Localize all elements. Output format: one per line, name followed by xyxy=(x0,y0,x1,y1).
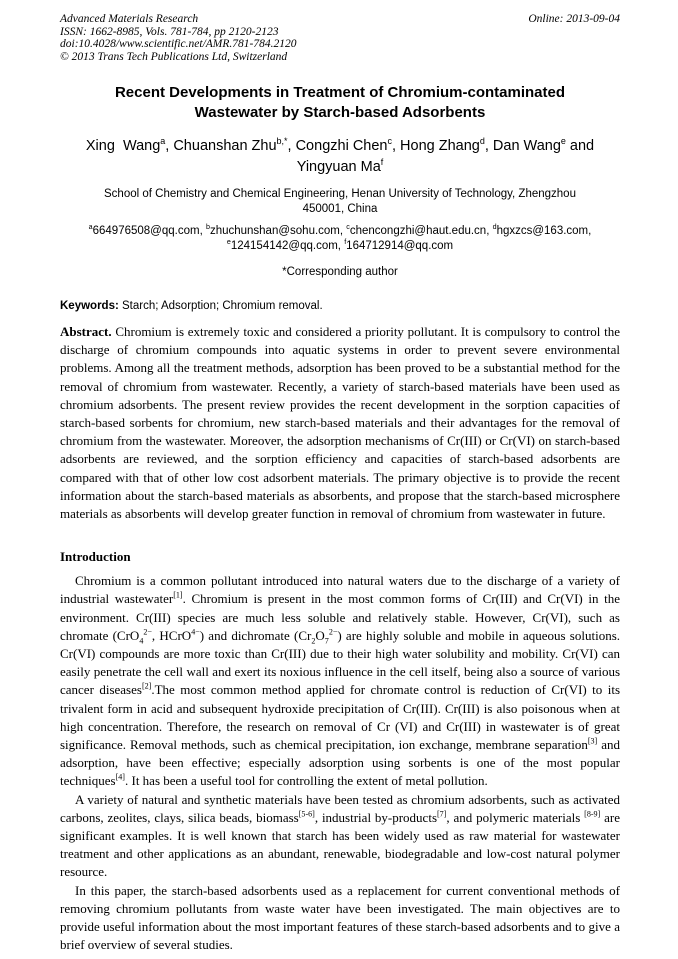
journal-copyright: © 2013 Trans Tech Publications Ltd, Switzerland xyxy=(60,50,288,63)
keywords-line xyxy=(60,299,620,314)
affiliation: School of Chemistry and Chemical Engineering, Henan University of Technology, Zhengzhou 450001, China xyxy=(104,188,576,215)
corresponding-author-note: *Corresponding author xyxy=(282,266,398,278)
journal-doi: doi:10.4028/www.scientific.net/AMR.781-784.2120 xyxy=(60,38,297,50)
abstract-text: Chromium is extremely toxic and considered a priority pollutant. It is compulsory to control the discharge of chromium compounds into aquatic systems in order to prevent severe environmental problems. Among all the treatment methods, adsorption has been proved to be a substantial method for the removal of chromium from wastewater. Recently, a variety of starch-based materials have been used as chromium adsorbents. The present review provides the recent development in the sorption capacities of starch-based sorbents for chromium, new starch-based materials and their advantages for the removal of chromium from the wastewater. Moreover, the adsorption mechanisms of Cr(III) or Cr(VI) on starch-based adsorbents are reviewed, and the sorption efficiency and capacities of starch-based adsorbents are compared with that of other low cost adsorbent materials. The primary objective is to provide the recent information about the starch-based materials as absorbents, and propose that the starch-based microsphere materials as absorbents will develop greater function in removal of chromium from wastewater in future. xyxy=(60,324,620,522)
keywords-text: Starch; Adsorption; Chromium removal. xyxy=(118,300,323,312)
section-heading-introduction: Introduction xyxy=(60,549,131,565)
journal-name: Advanced Materials Research xyxy=(60,13,199,25)
intro-paragraph-2: A variety of natural and synthetic materials have been tested as chromium adsorbents, such as activated carbons, zeolites, clays, silica beads, biomass[5-6], industrial by-products[7], and polymeric materials [8-9] are significant examples. It is well known that starch has been widely used as raw material for wastewater treatment and other applications as an abundant, renewable, biodegradable and low-cost natural polymer resource. xyxy=(60,791,620,880)
author-emails: $^a$664976508@qq.com, $^b$zhuchunshan@sohu.com, $^c$chencongzhi@haut.edu.cn, $^d$hgxzcs@163.com, $^e$124154142@qq.com, $^f$164712914@qq.com xyxy=(88,223,592,252)
keywords-label: Keywords: xyxy=(60,300,119,312)
abstract xyxy=(60,323,620,523)
journal-header xyxy=(60,13,620,63)
paper-title: Recent Developments in Treatment of Chromium-contaminated Wastewater by Starch-based Adsorbents xyxy=(114,84,566,121)
intro-paragraph-1: Chromium is a common pollutant introduced into natural waters due to the discharge of a variety of industrial wastewater[1]. Chromium is present in the most common forms of Cr(III) and Cr(VI) in the environment. Cr(III) species are much less soluble and relatively stable. However, Cr(VI), such as chromate (CrO$_4^{2-}$, HCrO$^{4-}$) and dichromate $(Cr_2O_7^{2-})$ are highly soluble and mobile in aqueous solutions. Cr(VI) compounds are more toxic than Cr(III) due to their high water solubility and mobility. Cr(VI) can easily penetrate the cell wall and exert its noxious influence in the cell itself, being also a source of various cancer diseases[2].The most common method applied for chromate control is reduction of Cr(VI) to its trivalent form in acid and subsequent hydroxide precipitation of Cr(III). Cr(III) is also poisonous when at high concentration. Therefore, the research on removal of Cr (VI) and Cr(III) in wastewater is of great significance. Removal methods, such as chemical precipitation, ion exchange, membrane separation[3] and adsorption, have been effective; especially adsorption using sorbents is one of the most popular techniques[4]. It has been a useful tool for controlling the extent of metal pollution. xyxy=(60,573,621,789)
abstract-label: Abstract. xyxy=(60,324,112,339)
author-list: Xing Wang$^a$, Chuanshan Zhu$^{b,*}$, Congzhi Chen$^c$, Hong Zhang$^d$, Dan Wang$^e$ and Yingyuan Ma$^f$ xyxy=(85,136,595,175)
journal-issn: ISSN: 1662-8985, Vols. 781-784, pp 2120-2123 xyxy=(60,25,279,38)
online-date: Online: 2013-09-04 xyxy=(528,13,620,25)
intro-paragraph-3: In this paper, the starch-based adsorbents used as a replacement for current conventional methods of removing chromium pollutants from waste water have been investigated. The main objectives are to provide useful information about the most important features of these starch-based adsorbents and to give a brief overview of several studies. xyxy=(60,882,620,953)
journal-info xyxy=(60,13,296,63)
